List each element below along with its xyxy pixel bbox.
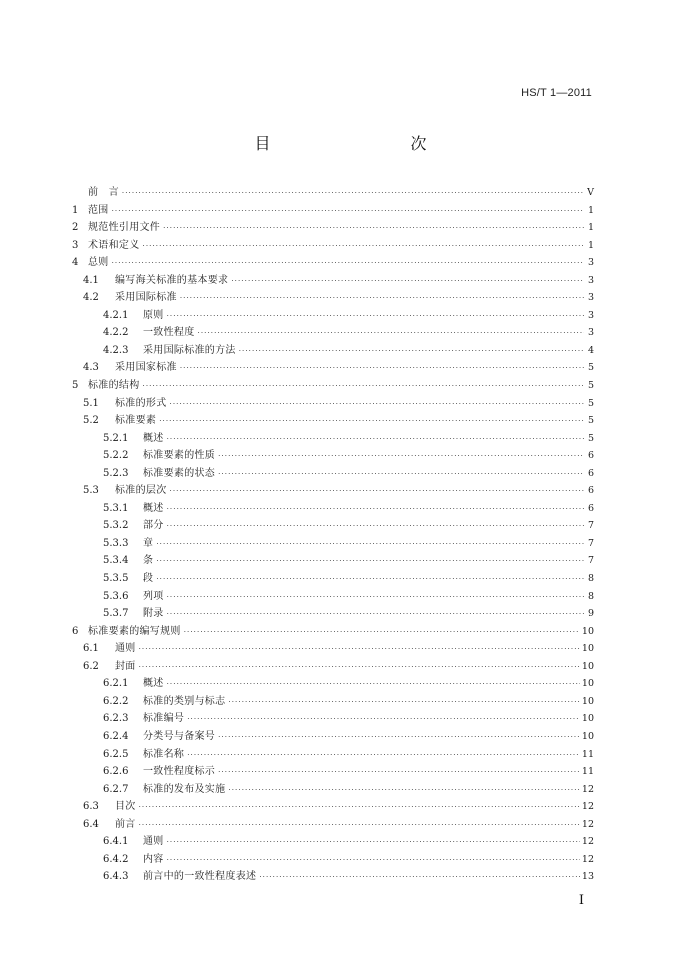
toc-entry-title: 前言 — [115, 818, 136, 830]
toc-entry-page: 4 — [587, 344, 594, 356]
toc-entry-title: 条 — [143, 555, 154, 567]
toc-entry-page: 12 — [581, 836, 594, 848]
dot-leader — [167, 834, 580, 852]
toc-title: 目 次 — [254, 134, 463, 153]
dot-leader — [159, 413, 584, 431]
dot-leader — [156, 571, 584, 589]
toc-entry-page: 10 — [581, 678, 594, 690]
toc-entry-title: 范围 — [88, 204, 109, 216]
toc-entry[interactable] — [72, 202, 594, 220]
dot-leader — [139, 659, 580, 677]
dot-leader — [184, 624, 580, 642]
toc-entry[interactable] — [72, 500, 594, 518]
toc-entry-page: 7 — [587, 520, 594, 532]
toc-entry-page: 7 — [587, 537, 594, 549]
toc-entry[interactable] — [72, 746, 594, 764]
toc-entry[interactable] — [72, 184, 594, 202]
toc-entry-page: 11 — [581, 748, 594, 760]
toc-entry-title: 标准要素的状态 — [143, 467, 216, 479]
toc-entry-page: 1 — [587, 222, 594, 234]
toc-entry-number: 6.2.6 — [103, 766, 129, 778]
dot-leader — [167, 589, 584, 607]
dot-leader — [167, 501, 584, 519]
dot-leader — [167, 431, 584, 449]
toc-entry-number: 6 — [72, 625, 79, 637]
toc-entry-title: 采用国家标准 — [115, 362, 177, 374]
toc-entry-number: 6.2.1 — [103, 678, 129, 690]
toc-entry[interactable] — [72, 851, 594, 869]
toc-entry-title: 前言中的一致性程度表述 — [143, 871, 257, 883]
toc-entry-page: 10 — [581, 730, 594, 742]
dot-leader — [143, 378, 585, 396]
dot-leader — [167, 518, 584, 536]
toc-entry-number: 4.2 — [83, 292, 99, 304]
toc-entry-page: 6 — [587, 502, 594, 514]
toc-entry-page: 8 — [587, 573, 594, 585]
toc-entry-page: 3 — [587, 292, 594, 304]
toc-entry-number: 5 — [72, 380, 79, 392]
dot-leader — [218, 466, 584, 484]
toc-entry-title: 部分 — [143, 520, 164, 532]
toc-entry-title: 章 — [143, 537, 154, 549]
toc-entry-title: 采用国际标准的方法 — [143, 344, 236, 356]
toc-entry-title: 标准的发布及实施 — [143, 783, 226, 795]
toc-entry[interactable] — [72, 395, 594, 413]
toc-entry-title: 标准名称 — [143, 748, 185, 760]
toc-entry-page: 10 — [581, 713, 594, 725]
toc-entry-number: 5.2.1 — [103, 432, 129, 444]
dot-leader — [228, 782, 580, 800]
dot-leader — [143, 238, 585, 256]
toc-entry-page: 6 — [587, 485, 594, 497]
toc-entry[interactable] — [72, 552, 594, 570]
toc-entry-number: 5.3.7 — [103, 608, 129, 620]
toc-entry[interactable] — [72, 430, 594, 448]
toc-entry[interactable] — [72, 447, 594, 465]
toc-entry-number: 5.3.1 — [103, 502, 129, 514]
toc-entry-number: 6.2 — [83, 660, 99, 672]
toc-entry[interactable] — [72, 868, 594, 886]
toc-entry-title: 目次 — [115, 801, 136, 813]
dot-leader — [231, 273, 584, 291]
dot-leader — [170, 396, 585, 414]
toc-entry-number: 5.3.2 — [103, 520, 129, 532]
toc-entry-page: 6 — [587, 450, 594, 462]
toc-entry[interactable] — [72, 605, 594, 623]
toc-entry-title: 概述 — [143, 432, 164, 444]
toc-entry-title: 标准要素 — [115, 415, 157, 427]
dot-leader — [218, 448, 584, 466]
toc-entry[interactable] — [72, 254, 594, 272]
toc-entry-number: 5.1 — [83, 397, 99, 409]
dot-leader — [139, 641, 580, 659]
toc-entry-title: 列项 — [143, 590, 164, 602]
dot-leader — [167, 606, 584, 624]
toc-entry-title: 一致性程度 — [143, 327, 195, 339]
toc-entry[interactable] — [72, 289, 594, 307]
toc-entry[interactable] — [72, 237, 594, 255]
toc-entry-page: Ⅴ — [587, 187, 594, 198]
toc-entry-page: 1 — [587, 239, 594, 251]
toc-entry-number: 6.2.7 — [103, 783, 129, 795]
toc-entry-number: 6.2.4 — [103, 730, 129, 742]
dot-leader — [180, 360, 584, 378]
toc-entry-page: 12 — [581, 801, 594, 813]
toc-entry[interactable] — [72, 307, 594, 325]
toc-entry-title: 一致性程度标示 — [143, 766, 216, 778]
toc-entry[interactable] — [72, 465, 594, 483]
toc-entry-title: 标准的结构 — [88, 380, 140, 392]
dot-leader — [198, 325, 585, 343]
toc-entry-number: 3 — [72, 239, 79, 251]
toc-entry-title: 概述 — [143, 502, 164, 514]
toc-entry-title: 封面 — [115, 660, 136, 672]
toc-entry-title: 段 — [143, 573, 154, 585]
toc-entry-number: 5.2.2 — [103, 450, 129, 462]
toc-entry-page: 3 — [587, 327, 594, 339]
toc-entry-number: 1 — [72, 204, 79, 216]
toc-entry-title: 标准要素的性质 — [143, 450, 216, 462]
page-number: Ⅰ — [578, 893, 584, 908]
toc-entry-number: 4.1 — [83, 274, 99, 286]
toc-entry-page: 11 — [581, 766, 594, 778]
dot-leader — [122, 185, 584, 203]
dot-leader — [167, 308, 584, 326]
toc-entry-page: 6 — [587, 467, 594, 479]
toc-entry-page: 5 — [587, 397, 594, 409]
dot-leader — [112, 203, 584, 221]
toc-entry-title: 标准的形式 — [115, 397, 167, 409]
toc-entry-number: 6.2.2 — [103, 695, 129, 707]
toc-entry-title: 规范性引用文件 — [88, 222, 161, 234]
toc-entry-title: 通则 — [115, 643, 136, 655]
dot-leader — [156, 536, 584, 554]
toc-entry-page: 5 — [587, 362, 594, 374]
toc-entry[interactable] — [72, 342, 594, 360]
toc-entry[interactable] — [72, 623, 594, 641]
toc-entry[interactable] — [72, 763, 594, 781]
toc-entry-title: 标准的类别与标志 — [143, 695, 226, 707]
toc-entry-title: 前 言 — [88, 187, 119, 198]
toc-entry-number: 6.4.1 — [103, 836, 129, 848]
toc-entry-number: 5.3.5 — [103, 573, 129, 585]
toc-entry[interactable] — [72, 781, 594, 799]
toc-entry[interactable] — [72, 570, 594, 588]
toc-entry[interactable] — [72, 272, 594, 290]
dot-leader — [218, 764, 580, 782]
toc-entry-page: 10 — [581, 695, 594, 707]
dot-leader — [218, 729, 580, 747]
toc-entry-title: 分类号与备案号 — [143, 730, 216, 742]
toc-entry-number: 6.4.3 — [103, 871, 129, 883]
toc-entry-title: 编写海关标准的基本要求 — [115, 274, 229, 286]
toc-entry-number: 5.2 — [83, 415, 99, 427]
dot-leader — [167, 676, 580, 694]
toc-entry-number: 4.2.2 — [103, 327, 129, 339]
toc-entry-number: 4 — [72, 257, 79, 269]
toc-entry-page: 12 — [581, 818, 594, 830]
toc-entry-page: 10 — [581, 625, 594, 637]
toc-entry[interactable] — [72, 377, 594, 395]
toc-entry[interactable] — [72, 693, 594, 711]
toc-entry-page: 7 — [587, 555, 594, 567]
toc-entry-title: 标准的层次 — [115, 485, 167, 497]
toc-entry-number: 5.3.4 — [103, 555, 129, 567]
dot-leader — [228, 694, 580, 712]
dot-leader — [139, 817, 580, 835]
dot-leader — [187, 747, 580, 765]
document-code: HS/T 1—2011 — [521, 87, 592, 99]
toc-entry[interactable] — [72, 588, 594, 606]
toc-entry-number: 4.2.1 — [103, 309, 129, 321]
dot-leader — [139, 799, 580, 817]
toc-entry[interactable] — [72, 359, 594, 377]
dot-leader — [180, 290, 584, 308]
toc-entry[interactable] — [72, 816, 594, 834]
toc-entry-number: 5.3 — [83, 485, 99, 497]
dot-leader — [156, 553, 584, 571]
toc-entry-page: 5 — [587, 432, 594, 444]
toc-entry[interactable] — [72, 535, 594, 553]
toc-entry-number: 6.4.2 — [103, 853, 129, 865]
toc-entry-page: 12 — [581, 783, 594, 795]
toc-entry-page: 5 — [587, 380, 594, 392]
toc-entry-title: 通则 — [143, 836, 164, 848]
toc-entry-page: 3 — [587, 257, 594, 269]
toc-entry-title: 采用国际标准 — [115, 292, 177, 304]
toc-entry[interactable] — [72, 710, 594, 728]
toc-entry[interactable] — [72, 324, 594, 342]
dot-leader — [170, 483, 585, 501]
toc-entry-number: 6.1 — [83, 643, 99, 655]
toc-entry[interactable] — [72, 658, 594, 676]
toc-entry[interactable] — [72, 728, 594, 746]
dot-leader — [259, 869, 580, 887]
toc-entry-page: 1 — [587, 204, 594, 216]
toc-entry-page: 5 — [587, 415, 594, 427]
dot-leader — [239, 343, 584, 361]
dot-leader — [163, 220, 584, 238]
toc-entry-title: 概述 — [143, 678, 164, 690]
toc-entry-page: 12 — [581, 853, 594, 865]
toc-entry-number: 4.3 — [83, 362, 99, 374]
table-of-contents — [72, 184, 594, 886]
toc-entry[interactable] — [72, 640, 594, 658]
toc-entry-page: 3 — [587, 274, 594, 286]
toc-entry-number: 6.3 — [83, 801, 99, 813]
toc-entry-title: 总则 — [88, 257, 109, 269]
toc-entry-number: 5.3.3 — [103, 537, 129, 549]
toc-entry-page: 9 — [587, 608, 594, 620]
toc-entry[interactable] — [72, 517, 594, 535]
toc-entry-number: 5.3.6 — [103, 590, 129, 602]
toc-entry-page: 10 — [581, 643, 594, 655]
toc-entry-title: 附录 — [143, 608, 164, 620]
toc-entry[interactable] — [72, 675, 594, 693]
toc-entry-page: 13 — [581, 871, 594, 883]
toc-entry-number: 6.2.5 — [103, 748, 129, 760]
toc-entry-page: 10 — [581, 660, 594, 672]
toc-entry-title: 术语和定义 — [88, 239, 140, 251]
toc-entry[interactable] — [72, 798, 594, 816]
toc-entry-page: 3 — [587, 309, 594, 321]
toc-entry[interactable] — [72, 482, 594, 500]
toc-entry-title: 原则 — [143, 309, 164, 321]
toc-entry-number: 6.2.3 — [103, 713, 129, 725]
toc-entry[interactable] — [72, 219, 594, 237]
dot-leader — [112, 255, 584, 273]
dot-leader — [187, 711, 580, 729]
toc-entry-number: 4.2.3 — [103, 344, 129, 356]
dot-leader — [167, 852, 580, 870]
toc-entry-number: 5.2.3 — [103, 467, 129, 479]
toc-entry-number: 2 — [72, 222, 79, 234]
toc-entry-title: 标准编号 — [143, 713, 185, 725]
toc-entry[interactable] — [72, 412, 594, 430]
toc-entry-title: 标准要素的编写规则 — [88, 625, 181, 637]
toc-entry-title: 内容 — [143, 853, 164, 865]
toc-entry-page: 8 — [587, 590, 594, 602]
toc-entry-number: 6.4 — [83, 818, 99, 830]
toc-entry[interactable] — [72, 833, 594, 851]
